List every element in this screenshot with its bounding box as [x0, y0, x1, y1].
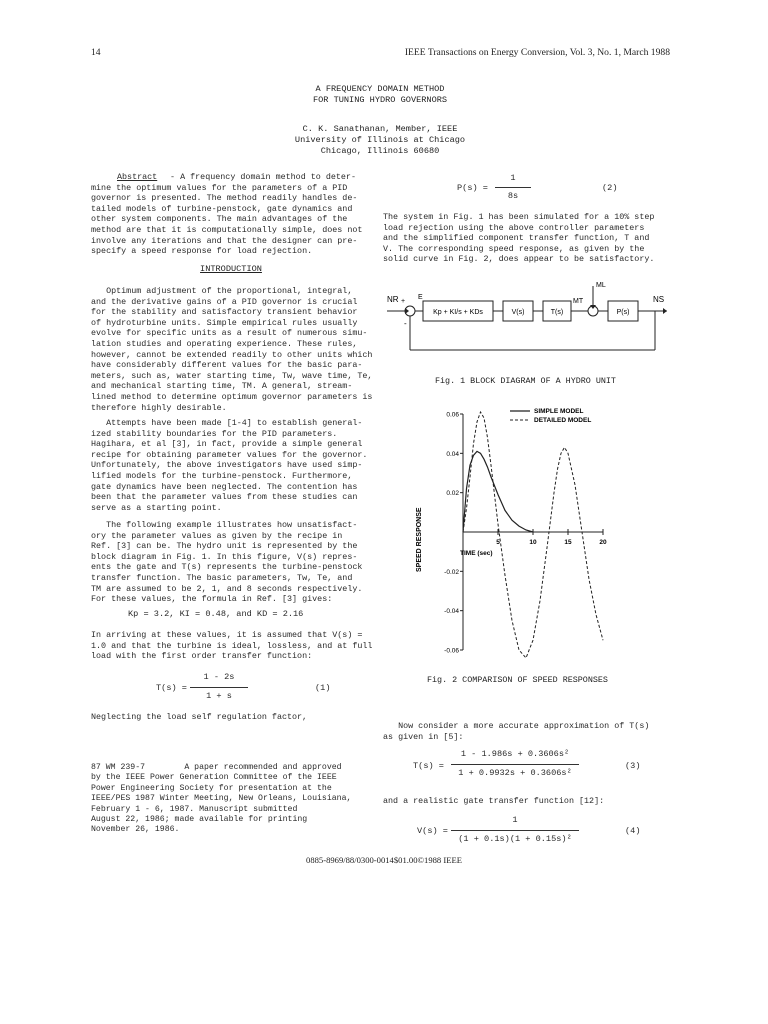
eq3-number: (3): [625, 761, 641, 771]
eq2-numerator: 1: [510, 173, 516, 183]
eq1-lhs: T(s) =: [156, 683, 187, 693]
y-tick-label: 0.06: [446, 411, 459, 419]
intro-paragraph-1: Optimum adjustment of the proportional, integral, and the derivative gains of a PID governor is crucial for the stability and satisfactory transient behavior of hydroturbine units. Simple empirical rules usually evolve for specific units as a result of numerous simu- lation studies and operating experience. These rules, however, cannot be extended readily to other units which have considerably different values for the basic para- meters, such as, water starting time, Tw, wave time, Te, and mechanical starting time, TM. A general, stream- lined method to determine optimum governor parameters is therefore highly desirable.: [91, 286, 373, 413]
eq4-denominator: (1 + 0.1s)(1 + 0.15s)²: [458, 834, 572, 844]
eq3-lhs: T(s) =: [413, 761, 444, 771]
right-paragraph-2: Now consider a more accurate approximation of T(s) as given in [5]:: [383, 721, 650, 742]
arrow-sum1: [405, 308, 409, 314]
paper-title-line1: A FREQUENCY DOMAIN METHOD: [315, 84, 445, 94]
legend-detailed-label: DETAILED MODEL: [534, 417, 592, 424]
x-tick-label: 20: [599, 539, 607, 546]
intro-paragraph-3: The following example illustrates how unsatisfact- ory the parameter values as given by the recipe in Ref. [3] can be. The hydro unit is represented by the block diagram in Fig. 1. In this figure, V(s) repres- ents the gate and T(s) represents the turbine-penstock transfer function. The basic parameters, Tw, Te, and TM are assumed to be 2, 1, and 8 seconds respectively. For these values, the formula in Ref. [3] gives:: [91, 520, 363, 605]
arrow-out: [663, 308, 667, 314]
equation-4: [417, 815, 673, 849]
right-paragraph-1: The system in Fig. 1 has been simulated for a 10% step load rejection using the above controller parameters and the simplified component transfer function, T and V. The corresponding speed response, as given by the solid curve in Fig. 2, does appear to be satisfactory.: [383, 212, 655, 265]
fig1-block-diagram: [383, 278, 673, 362]
fig1-plus: +: [401, 298, 406, 305]
fig1-ml-label: ML: [596, 282, 606, 289]
equation-1: [150, 672, 350, 706]
introduction-heading: INTRODUCTION: [200, 264, 262, 274]
eq2-number: (2): [602, 183, 618, 193]
abstract-text: - A frequency domain method to deter- mine the optimum values for the parameters of a PID governor is presented. The method readily handles de- tailed models of turbine-penstock, gate dynamics and other system components. The main advantages of the method are that it is computationally simple, does not involve any iterations and that the designer can pre- specify a speed response for load rejection.: [91, 172, 363, 257]
eq3-numerator: 1 - 1.986s + 0.3606s²: [460, 749, 570, 759]
eq3-denominator: 1 + 0.9932s + 0.3606s²: [458, 768, 572, 778]
intro-paragraph-2: Attempts have been made [1-4] to establish general- ized stability boundaries for the PID parameters. Hagihara, et al [3], in fact, provide a simple general recipe for obtaining parameter values for the governor. Unfortunately, the above investigators have used simp- lified models for the turbine-penstock. Furthermore, gate dynamics have been neglected. The contention has been that the parameter values from these studies can serve as a starting point.: [91, 418, 368, 513]
y-tick-label: 0.02: [446, 490, 459, 498]
author-city: Chicago, Illinois 60680: [320, 146, 440, 156]
author-affiliation: University of Illinois at Chicago: [294, 135, 466, 145]
eq4-numerator: 1: [512, 815, 518, 825]
y-tick-label: -0.06: [444, 647, 459, 655]
eq1-denominator: 1 + s: [206, 691, 232, 701]
abstract: [91, 172, 362, 257]
eq4-lhs: V(s) =: [417, 826, 448, 836]
eq2-lhs: P(s) =: [457, 183, 488, 193]
pid-gains: Kp = 3.2, KI = 0.48, and KD = 2.16: [128, 609, 304, 619]
fig1-gate-block: V(s): [511, 309, 525, 316]
fig1-minus: -: [404, 319, 407, 328]
x-tick-label: 15: [564, 539, 572, 546]
eq1-number: (1): [315, 683, 331, 693]
fig1-plant-block: P(s): [616, 309, 630, 316]
footnote: 87 WM 239-7 A paper recommended and approved by the IEEE Power Generation Committee of the IEEE Power Engineering Society for presentation at the IEEE/PES 1987 Winter Meeting, New Orleans, Louisiana, February 1 - 6, 1987. Manuscript submitted August 22, 1986; made available for printing November 26, 1986.: [91, 763, 352, 835]
fig1-output-label: NS: [653, 295, 665, 304]
journal-header: IEEE Transactions on Energy Conversion, Vol. 3, No. 1, March 1988: [404, 47, 670, 58]
intro-paragraph-4: In arriving at these values, it is assumed that V(s) = 1.0 and that the turbine is ideal, lossless, and at full load with the first order transfer function:: [91, 630, 373, 662]
equation-2: [455, 173, 675, 205]
fig1-error-label: E: [418, 294, 423, 301]
x-tick-label: 5: [496, 539, 500, 546]
fig1-caption: Fig. 1 BLOCK DIAGRAM OF A HYDRO UNIT: [435, 376, 616, 386]
fig1-mt-label: MT: [573, 298, 584, 305]
y-tick-label: -0.02: [444, 568, 459, 576]
right-paragraph-3: and a realistic gate transfer function [12]:: [383, 796, 605, 806]
x-tick-label: 10: [529, 539, 537, 546]
intro-paragraph-5: Neglecting the load self regulation factor,: [91, 712, 308, 722]
paper-title-line2: FOR TUNING HYDRO GOVERNORS: [312, 95, 448, 105]
fig2-ylabel: SPEED RESPONSE: [416, 507, 423, 572]
fig2-chart: [405, 400, 675, 665]
abstract-label: Abstract: [117, 172, 158, 182]
fig2-xlabel: TIME (sec): [460, 550, 493, 557]
author-name: C. K. Sanathanan, Member, IEEE: [302, 124, 458, 134]
eq2-denominator: 8s: [507, 191, 519, 201]
eq1-fraction-bar: [190, 687, 248, 688]
eq4-number: (4): [625, 826, 641, 836]
legend-simple-label: SIMPLE MODEL: [534, 408, 584, 415]
footer-code: 0885-8969/88/0300-0014$01.00©1988 IEEE: [306, 855, 462, 865]
fig1-turbine-block: T(s): [550, 309, 564, 316]
fig1-input-label: NR: [387, 295, 399, 304]
fig1-pid-block: Kp + KI/s + KDs: [433, 309, 483, 316]
page-number: 14: [91, 47, 101, 58]
eq4-fraction-bar: [451, 830, 579, 831]
equation-3: [413, 749, 673, 783]
eq3-fraction-bar: [451, 764, 579, 765]
eq1-numerator: 1 - 2s: [203, 672, 235, 682]
y-tick-label: 0.04: [446, 450, 459, 458]
y-tick-label: -0.04: [444, 608, 459, 616]
fig2-caption: Fig. 2 COMPARISON OF SPEED RESPONSES: [427, 675, 608, 685]
eq2-fraction-bar: [495, 187, 531, 188]
